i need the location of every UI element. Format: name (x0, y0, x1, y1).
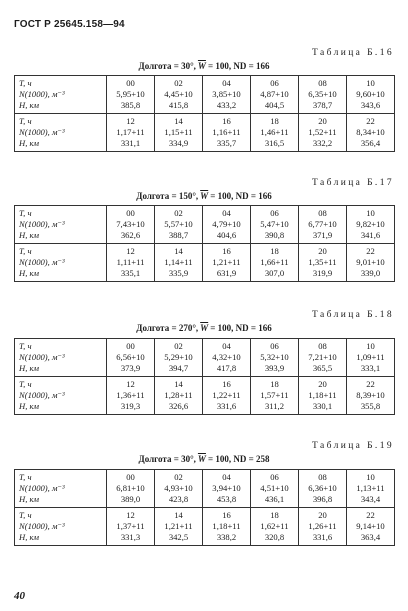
row-labels-cell (15, 114, 107, 152)
time-value: 06 (270, 78, 279, 88)
time-value: 10 (366, 472, 375, 482)
time-value: 20 (318, 510, 327, 520)
altitude-value: 365,5 (312, 363, 333, 373)
density-value: 1,35+11 (308, 257, 337, 267)
altitude-value: 355,8 (360, 401, 381, 411)
value-cell (155, 244, 203, 282)
time-value: 22 (366, 246, 375, 256)
table-title (0, 61, 408, 71)
time-value: 08 (318, 341, 327, 351)
w-symbol: $\overline{W}$ (200, 191, 209, 201)
altitude-value: 334,9 (168, 138, 189, 148)
density-value: 6,35+10 (308, 89, 337, 99)
row-label: N(1000), м⁻³ (19, 483, 65, 493)
row-labels-cell (15, 244, 107, 282)
time-value: 22 (366, 116, 375, 126)
row-label: T, ч (19, 78, 32, 88)
time-value: 06 (270, 341, 279, 351)
value-cell (347, 470, 395, 508)
time-value: 04 (222, 472, 231, 482)
altitude-value: 436,1 (264, 494, 285, 504)
value-cell (155, 470, 203, 508)
value-cell (347, 339, 395, 377)
altitude-value: 371,9 (312, 230, 333, 240)
value-cell (155, 508, 203, 546)
value-cell (251, 206, 299, 244)
time-value: 02 (174, 341, 183, 351)
row-label: N(1000), м⁻³ (19, 89, 65, 99)
altitude-value: 319,3 (120, 401, 141, 411)
table-title (0, 191, 408, 201)
row-label: H, км (19, 363, 40, 373)
altitude-value: 389,0 (120, 494, 141, 504)
value-cell (251, 114, 299, 152)
row-label: T, ч (19, 341, 32, 351)
value-cell (203, 206, 251, 244)
density-value: 4,87+10 (260, 89, 289, 99)
time-value: 10 (366, 78, 375, 88)
altitude-value: 417,8 (216, 363, 237, 373)
value-cell (251, 470, 299, 508)
document-header: ГОСТ Р 25645.158—94 (14, 19, 125, 30)
value-cell (251, 76, 299, 114)
table-title (0, 323, 408, 333)
time-value: 00 (126, 472, 135, 482)
altitude-value: 331,1 (120, 138, 141, 148)
altitude-value: 333,1 (360, 363, 381, 373)
density-value: 9,14+10 (356, 521, 385, 531)
density-value: 3,85+10 (212, 89, 241, 99)
value-cell (155, 76, 203, 114)
density-value: 1,17+11 (116, 127, 145, 137)
density-value: 9,60+10 (356, 89, 385, 99)
row-label: H, км (19, 230, 40, 240)
value-cell (107, 244, 155, 282)
data-table (14, 205, 395, 282)
time-value: 06 (270, 208, 279, 218)
value-cell (347, 76, 395, 114)
value-cell (155, 377, 203, 415)
table-label: Таблица Б.17 (311, 178, 394, 188)
density-value: 9,82+10 (356, 219, 385, 229)
row-label: N(1000), м⁻³ (19, 390, 65, 400)
time-value: 14 (174, 510, 183, 520)
altitude-value: 423,8 (168, 494, 189, 504)
w-symbol: $\overline{W}$ (197, 61, 206, 71)
value-cell (299, 377, 347, 415)
density-value: 8,39+10 (356, 390, 385, 400)
density-value: 7,21+10 (308, 352, 337, 362)
row-label: H, км (19, 268, 40, 278)
density-value: 1,09+11 (356, 352, 385, 362)
altitude-value: 404,5 (264, 100, 285, 110)
density-value: 1,66+11 (260, 257, 289, 267)
row-label: T, ч (19, 472, 32, 482)
density-value: 1,52+11 (308, 127, 337, 137)
altitude-value: 453,8 (216, 494, 237, 504)
density-value: 8,34+10 (356, 127, 385, 137)
title-prefix: Долгота = 270°, (136, 323, 199, 333)
value-cell (347, 508, 395, 546)
table-row-group (15, 470, 395, 508)
w-symbol: $\overline{W}$ (197, 454, 206, 464)
density-value: 1,22+11 (212, 390, 241, 400)
row-label: T, ч (19, 208, 32, 218)
row-label: N(1000), м⁻³ (19, 257, 65, 267)
altitude-value: 319,9 (312, 268, 333, 278)
value-cell (299, 114, 347, 152)
density-value: 4,93+10 (164, 483, 193, 493)
time-value: 18 (270, 116, 279, 126)
time-value: 22 (366, 379, 375, 389)
density-value: 1,26+11 (308, 521, 337, 531)
density-value: 5,32+10 (260, 352, 289, 362)
value-cell (155, 114, 203, 152)
density-value: 5,95+10 (116, 89, 145, 99)
density-value: 7,43+10 (116, 219, 145, 229)
density-value: 3,94+10 (212, 483, 241, 493)
value-cell (203, 339, 251, 377)
value-cell (347, 114, 395, 152)
density-value: 4,51+10 (260, 483, 289, 493)
density-value: 1,18+11 (212, 521, 241, 531)
row-labels-cell (15, 470, 107, 508)
time-value: 16 (222, 246, 231, 256)
title-prefix: Долгота = 30°, (138, 454, 196, 464)
value-cell (299, 508, 347, 546)
value-cell (299, 339, 347, 377)
value-cell (299, 76, 347, 114)
row-label: T, ч (19, 116, 32, 126)
altitude-value: 631,9 (216, 268, 237, 278)
time-value: 22 (366, 510, 375, 520)
density-value: 6,56+10 (116, 352, 145, 362)
density-value: 4,45+10 (164, 89, 193, 99)
value-cell (347, 244, 395, 282)
altitude-value: 326,6 (168, 401, 189, 411)
altitude-value: 331,3 (120, 532, 141, 542)
altitude-value: 335,7 (216, 138, 237, 148)
row-label: H, км (19, 138, 40, 148)
altitude-value: 433,2 (216, 100, 237, 110)
value-cell (107, 76, 155, 114)
value-cell (347, 377, 395, 415)
altitude-value: 393,9 (264, 363, 285, 373)
table-row-group (15, 508, 395, 546)
table-row-group (15, 377, 395, 415)
time-value: 20 (318, 379, 327, 389)
altitude-value: 311,2 (264, 401, 285, 411)
density-value: 1,16+11 (212, 127, 241, 137)
altitude-value: 373,9 (120, 363, 141, 373)
data-table (14, 469, 395, 546)
time-value: 06 (270, 472, 279, 482)
density-value: 1,46+11 (260, 127, 289, 137)
altitude-value: 388,7 (168, 230, 189, 240)
density-value: 1,18+11 (308, 390, 337, 400)
table-row-group (15, 244, 395, 282)
value-cell (203, 377, 251, 415)
density-value: 1,28+11 (164, 390, 193, 400)
altitude-value: 378,7 (312, 100, 333, 110)
density-value: 5,57+10 (164, 219, 193, 229)
value-cell (203, 508, 251, 546)
density-value: 1,37+11 (116, 521, 145, 531)
altitude-value: 330,1 (312, 401, 333, 411)
time-value: 16 (222, 116, 231, 126)
time-value: 12 (126, 510, 135, 520)
altitude-value: 390,8 (264, 230, 285, 240)
density-value: 4,79+10 (212, 219, 241, 229)
altitude-value: 335,9 (168, 268, 189, 278)
value-cell (203, 470, 251, 508)
time-value: 04 (222, 78, 231, 88)
altitude-value: 339,0 (360, 268, 381, 278)
density-value: 9,01+10 (356, 257, 385, 267)
table-label: Таблица Б.19 (311, 441, 394, 451)
table-row-group (15, 339, 395, 377)
density-value: 1,57+11 (260, 390, 289, 400)
table-row-group (15, 206, 395, 244)
value-cell (251, 244, 299, 282)
time-value: 02 (174, 208, 183, 218)
time-value: 00 (126, 208, 135, 218)
row-label: N(1000), м⁻³ (19, 127, 65, 137)
time-value: 08 (318, 208, 327, 218)
row-labels-cell (15, 339, 107, 377)
time-value: 12 (126, 379, 135, 389)
density-value: 4,32+10 (212, 352, 241, 362)
row-label: H, км (19, 532, 40, 542)
altitude-value: 343,4 (360, 494, 381, 504)
value-cell (155, 339, 203, 377)
time-value: 04 (222, 341, 231, 351)
value-cell (107, 206, 155, 244)
altitude-value: 331,6 (216, 401, 237, 411)
row-label: N(1000), м⁻³ (19, 352, 65, 362)
time-value: 00 (126, 341, 135, 351)
density-value: 1,13+11 (356, 483, 385, 493)
title-prefix: Долгота = 150°, (136, 191, 199, 201)
altitude-value: 362,6 (120, 230, 141, 240)
altitude-value: 404,6 (216, 230, 237, 240)
time-value: 02 (174, 78, 183, 88)
altitude-value: 342,5 (168, 532, 189, 542)
altitude-value: 307,0 (264, 268, 285, 278)
row-labels-cell (15, 508, 107, 546)
altitude-value: 363,4 (360, 532, 381, 542)
table-label: Таблица Б.18 (311, 310, 394, 320)
altitude-value: 415,8 (168, 100, 189, 110)
title-suffix: = 100, ND = 258 (207, 454, 270, 464)
row-label: N(1000), м⁻³ (19, 219, 65, 229)
density-value: 1,21+11 (164, 521, 193, 531)
value-cell (251, 339, 299, 377)
density-value: 5,29+10 (164, 352, 193, 362)
row-labels-cell (15, 377, 107, 415)
value-cell (107, 377, 155, 415)
time-value: 18 (270, 379, 279, 389)
time-value: 20 (318, 246, 327, 256)
density-value: 6,77+10 (308, 219, 337, 229)
row-labels-cell (15, 76, 107, 114)
time-value: 08 (318, 472, 327, 482)
title-suffix: = 100, ND = 166 (210, 323, 272, 333)
row-label: N(1000), м⁻³ (19, 521, 65, 531)
value-cell (107, 470, 155, 508)
altitude-value: 341,6 (360, 230, 381, 240)
table-label: Таблица Б.16 (311, 48, 394, 58)
altitude-value: 394,7 (168, 363, 189, 373)
time-value: 12 (126, 246, 135, 256)
density-value: 1,11+11 (116, 257, 145, 267)
row-label: T, ч (19, 246, 32, 256)
table-row-group (15, 114, 395, 152)
density-value: 1,36+11 (116, 390, 145, 400)
time-value: 04 (222, 208, 231, 218)
title-suffix: = 100, ND = 166 (210, 191, 272, 201)
value-cell (347, 206, 395, 244)
value-cell (107, 114, 155, 152)
altitude-value: 335,1 (120, 268, 141, 278)
altitude-value: 332,2 (312, 138, 333, 148)
value-cell (203, 114, 251, 152)
time-value: 14 (174, 379, 183, 389)
time-value: 00 (126, 78, 135, 88)
title-prefix: Долгота = 30°, (138, 61, 196, 71)
density-value: 1,62+11 (260, 521, 289, 531)
time-value: 12 (126, 116, 135, 126)
density-value: 1,21+11 (212, 257, 241, 267)
altitude-value: 343,6 (360, 100, 381, 110)
value-cell (107, 508, 155, 546)
time-value: 02 (174, 472, 183, 482)
time-value: 16 (222, 379, 231, 389)
value-cell (203, 76, 251, 114)
data-table (14, 338, 395, 415)
value-cell (299, 244, 347, 282)
density-value: 5,47+10 (260, 219, 289, 229)
time-value: 14 (174, 116, 183, 126)
time-value: 16 (222, 510, 231, 520)
time-value: 10 (366, 208, 375, 218)
time-value: 20 (318, 116, 327, 126)
value-cell (251, 508, 299, 546)
row-label: T, ч (19, 379, 32, 389)
altitude-value: 338,2 (216, 532, 237, 542)
value-cell (107, 339, 155, 377)
table-row-group (15, 76, 395, 114)
value-cell (155, 206, 203, 244)
density-value: 6,81+10 (116, 483, 145, 493)
altitude-value: 385,8 (120, 100, 141, 110)
altitude-value: 356,4 (360, 138, 381, 148)
density-value: 6,36+10 (308, 483, 337, 493)
value-cell (203, 244, 251, 282)
time-value: 08 (318, 78, 327, 88)
value-cell (299, 470, 347, 508)
row-label: H, км (19, 100, 40, 110)
density-value: 1,15+11 (164, 127, 193, 137)
altitude-value: 316,5 (264, 138, 285, 148)
altitude-value: 396,8 (312, 494, 333, 504)
title-suffix: = 100, ND = 166 (207, 61, 270, 71)
row-labels-cell (15, 206, 107, 244)
page-number: 40 (14, 590, 25, 602)
time-value: 10 (366, 341, 375, 351)
row-label: T, ч (19, 510, 32, 520)
altitude-value: 320,8 (264, 532, 285, 542)
row-label: H, км (19, 494, 40, 504)
w-symbol: $\overline{W}$ (200, 323, 209, 333)
time-value: 18 (270, 510, 279, 520)
time-value: 14 (174, 246, 183, 256)
value-cell (299, 206, 347, 244)
density-value: 1,14+11 (164, 257, 193, 267)
altitude-value: 331,6 (312, 532, 333, 542)
table-title (0, 454, 408, 464)
time-value: 18 (270, 246, 279, 256)
data-table (14, 75, 395, 152)
value-cell (251, 377, 299, 415)
row-label: H, км (19, 401, 40, 411)
